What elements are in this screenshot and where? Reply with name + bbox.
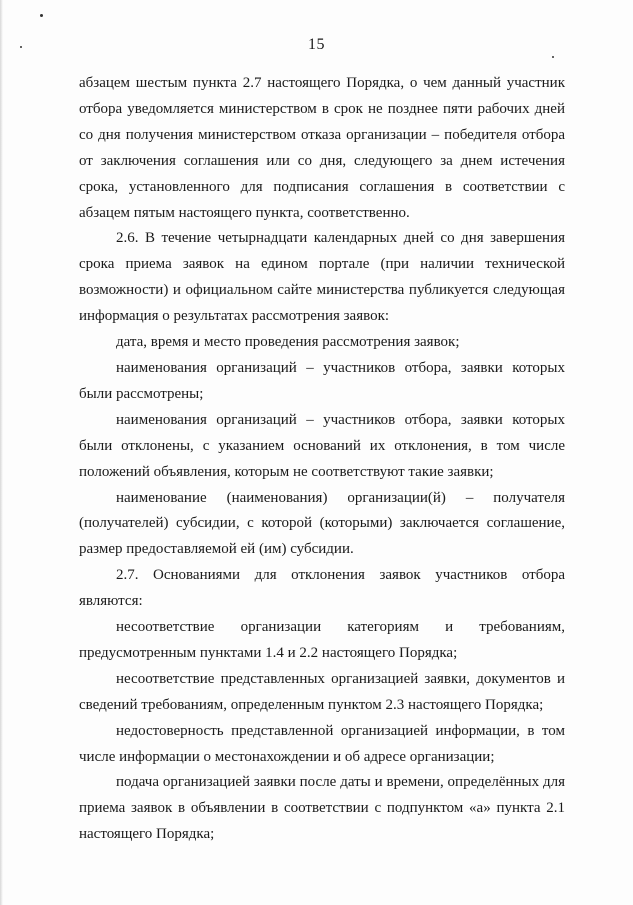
document-body xyxy=(79,71,565,848)
page-number: 15 xyxy=(308,36,325,53)
list-item-reviewed-applicants: наименования организаций – участников отбора, заявки которых были рассмотрены; xyxy=(79,359,565,402)
paragraph-2-7: 2.7. Основаниями для отклонения заявок участников отбора являются: xyxy=(79,567,565,610)
scan-edge-shadow xyxy=(0,0,3,905)
list-item-late-submission: подача организацией заявки после даты и времени, определённых для приема заявок в объявлении в соответствии с подпунктом «а» пункта 2.1 настоящего Порядка; xyxy=(79,774,565,843)
list-item-documents-mismatch: несоответствие представленных организацией заявки, документов и сведений требованиям, определенным пунктом 2.3 настоящего Порядка; xyxy=(79,670,565,713)
list-item-inaccurate-info: недостоверность представленной организацией информации, в том числе информации о местонахождении и об адресе организации; xyxy=(79,722,565,765)
paragraph-2-6: 2.6. В течение четырнадцати календарных дней со дня завершения срока приема заявок на едином портале (при наличии технической возможности) и официальном сайте министерства публикуется следующая информация о результатах рассмотрения заявок: xyxy=(79,230,565,325)
paragraph-continuation: абзацем шестым пункта 2.7 настоящего Порядка, о чем данный участник отбора уведомляется министерством в срок не позднее пяти рабочих дней со дня получения министерством отказа организации – победителя отбора от заключения соглашения или со дня, следующего за днем истечения срока, установленного для подписания соглашения в соответствии с абзацем пятым настоящего пункта, соответственно. xyxy=(79,75,565,221)
list-item-subsidy-recipients: наименование (наименования) организации(й) – получателя (получателей) субсидии, с которой (которыми) заключается соглашение, размер предоставляемой ей (им) субсидии. xyxy=(79,489,565,558)
list-item-review-date: дата, время и место проведения рассмотрения заявок; xyxy=(116,334,460,351)
scan-speck xyxy=(40,14,43,17)
list-item-category-mismatch: несоответствие организации категориям и требованиям, предусмотренным пунктами 1.4 и 2.2 настоящего Порядка; xyxy=(79,619,565,661)
list-item-rejected-applicants: наименования организаций – участников отбора, заявки которых были отклонены, с указанием оснований их отклонения, в том числе положений объявления, которым не соответствуют такие заявки; xyxy=(79,411,565,480)
scan-speck xyxy=(552,56,554,58)
